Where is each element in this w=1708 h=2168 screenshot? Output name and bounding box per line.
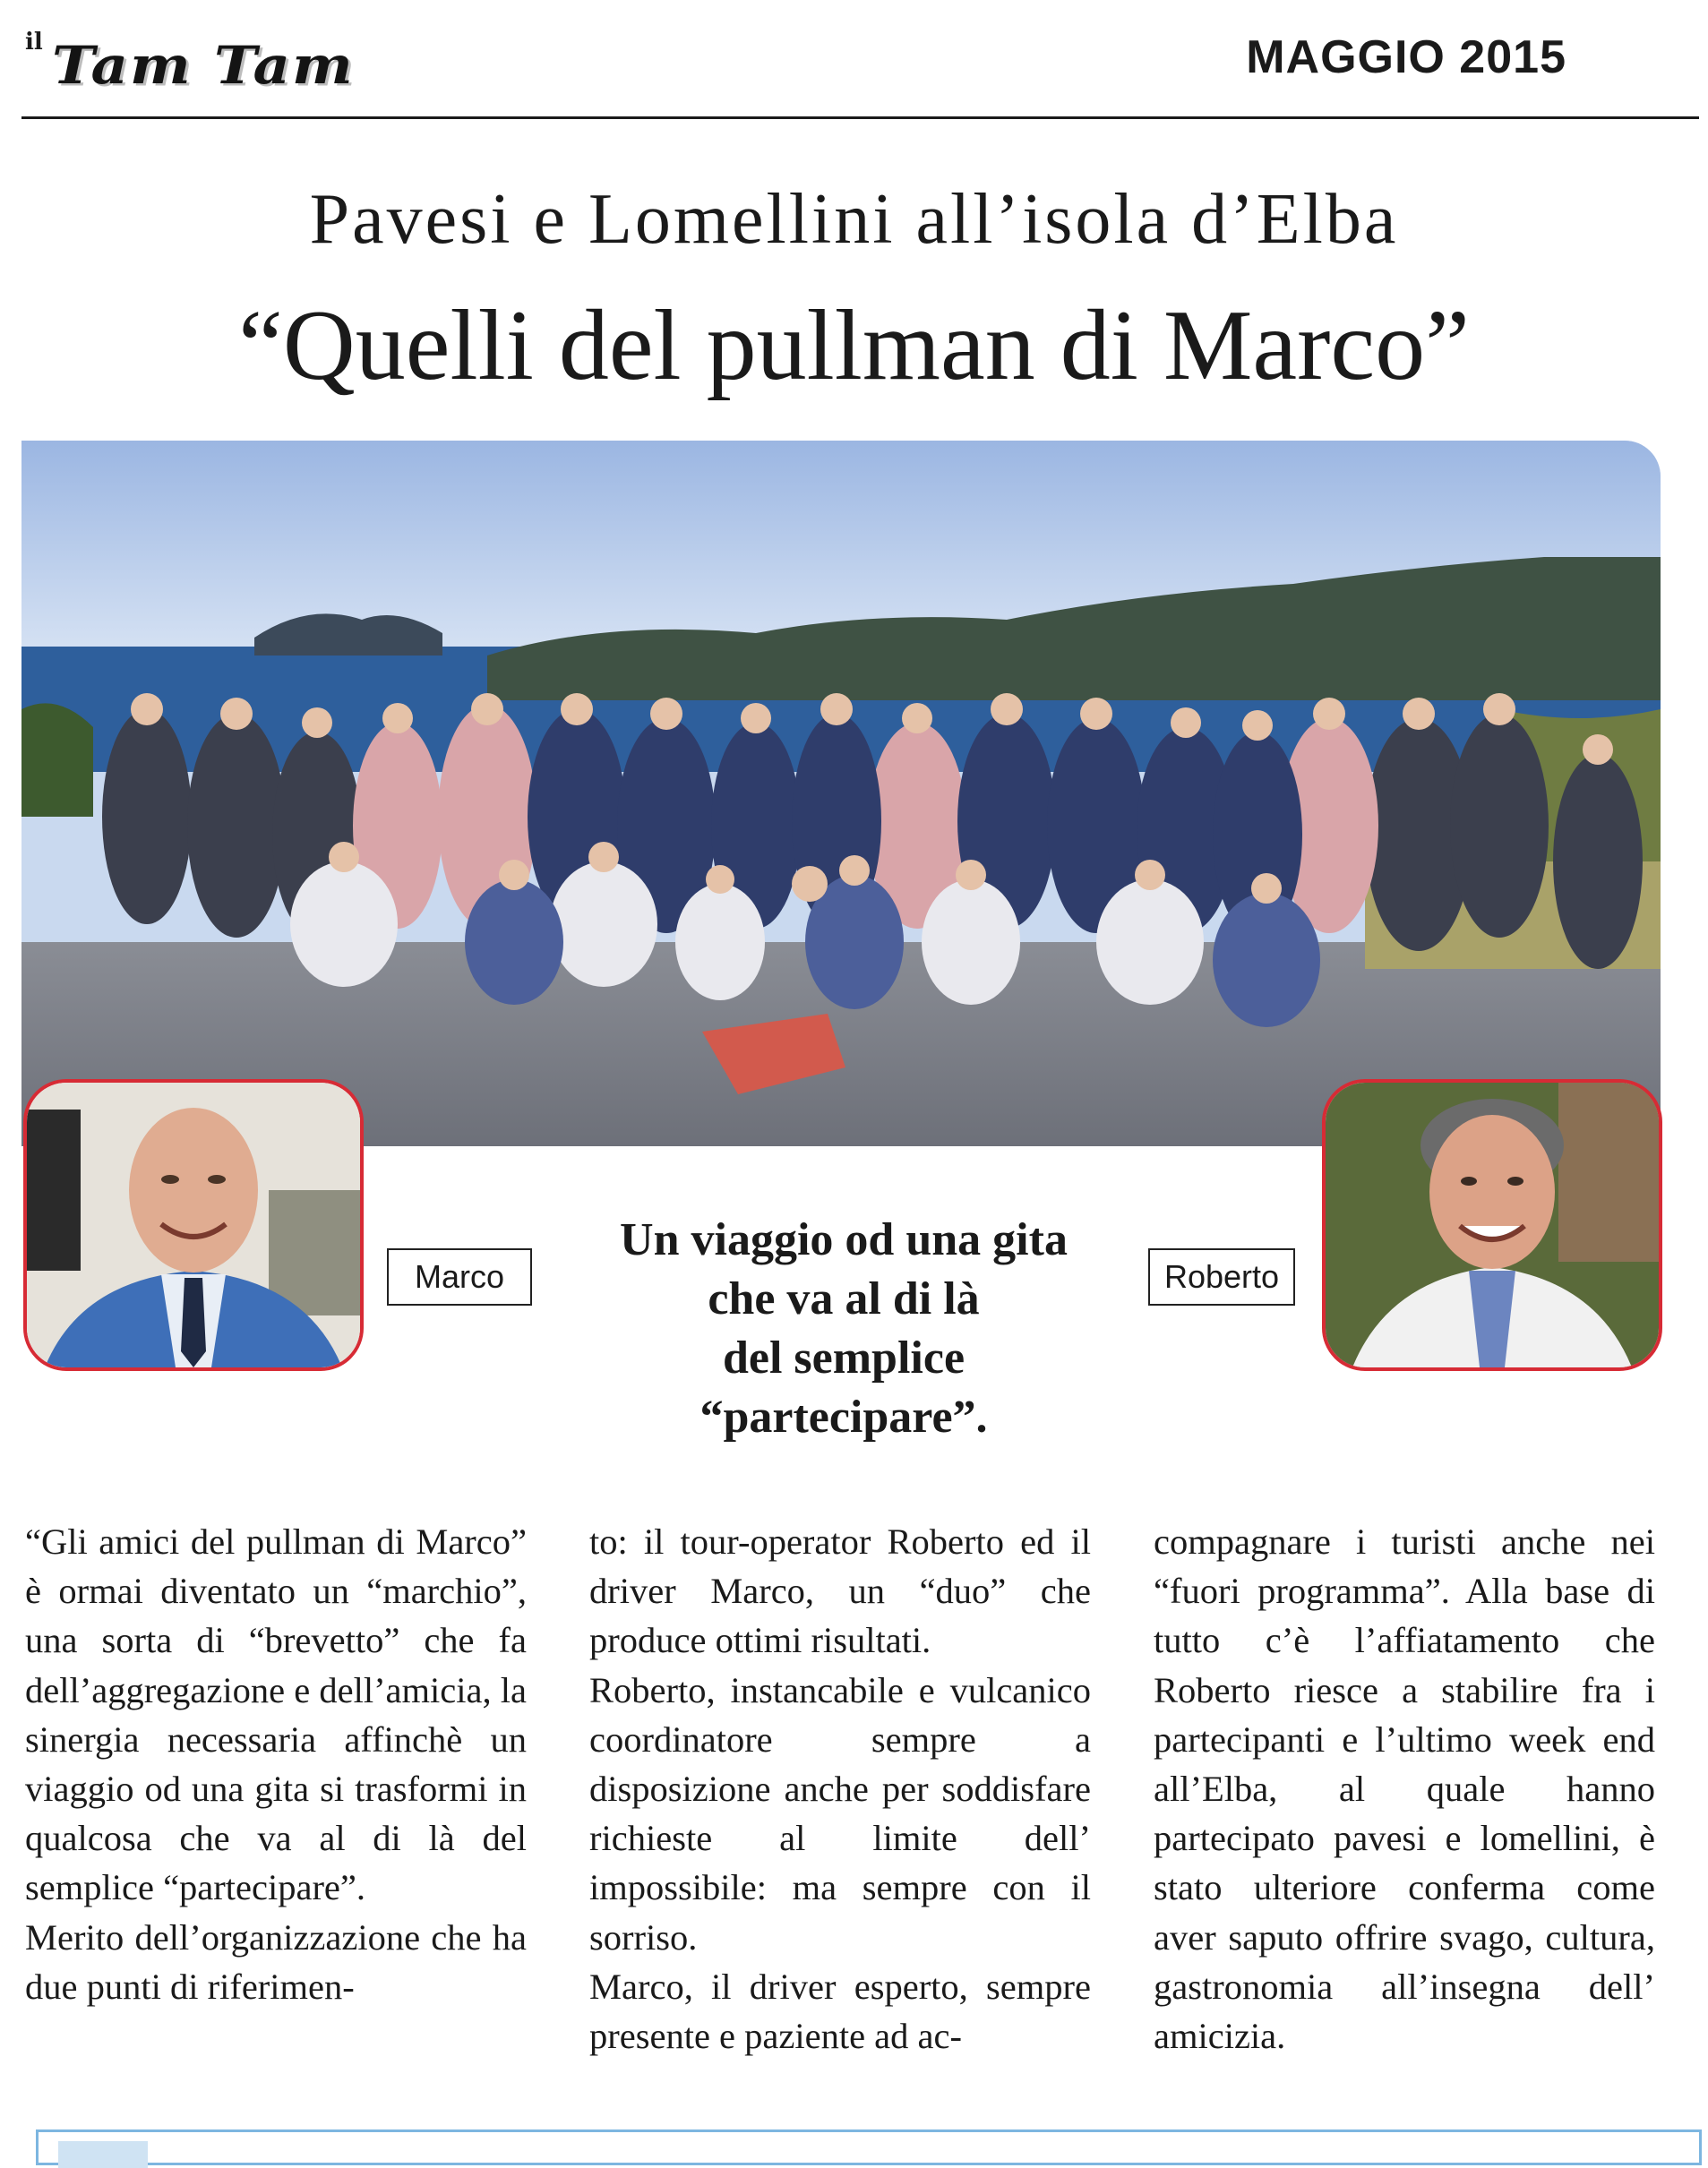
article-subhead [548,1211,1139,1447]
body-paragraph: “Gli amici del pullman di Marco” è ormai diventato un “marchio”, una sorta di “brevetto” che fa dell’aggregazione e dell’amicia, la sinergia necessaria affinchè un viaggio od una gita si trasformi in qualcosa che va al di là del semplice “partecipare”. [25,1521,527,1908]
body-column-1 [25,1517,527,2011]
masthead-logo [25,27,355,99]
issue-date: MAGGIO 2015 [1246,31,1566,83]
masthead-prefix: il [25,29,43,56]
body-paragraph: compagnare i turisti anche nei “fuori programma”. Alla base di tutto c’è l’affiatamento che Roberto riesce a stabilire fra i partecipanti e l’ultimo week end all’Elba, al quale hanno partecipato pavesi e lomellini, è stato ulteriore conferma come aver saputo offrire svago, cultura, gastronomia all’insegna dell’ amicizia. [1154,1521,1655,2057]
article-kicker: Pavesi e Lomellini all’isola d’Elba [309,180,1399,259]
roberto-caption: Roberto [1148,1248,1295,1306]
header-divider [21,116,1699,119]
body-column-3 [1154,1517,1655,2061]
subhead-line: Un viaggio od una gita [620,1214,1068,1265]
next-article-frame [36,2129,1702,2165]
body-paragraph: to: il tour-operator Roberto ed il driver Marco, un “duo” che produce ottimi risultati. [589,1521,1091,1661]
body-paragraph: Roberto, instancabile e vulcanico coordinatore sempre a disposizione anche per soddisfare richieste al limite dell’ impossibile: ma sempre con il sorriso. [589,1669,1091,1958]
masthead-name: Tam Tam [52,35,355,97]
marco-portrait [23,1079,364,1371]
group-photo [21,441,1661,1146]
next-article-thumbnail [58,2141,148,2168]
article-headline: “Quelli del pullman di Marco” [238,290,1470,401]
body-paragraph: Merito dell’organizzazione che ha due punti di riferimen- [25,1916,527,2007]
body-column-2 [589,1517,1091,2061]
marco-caption: Marco [387,1248,532,1306]
subhead-line: del semplice [722,1333,966,1384]
subhead-line: che va al di là [708,1273,980,1324]
subhead-line: “partecipare”. [700,1392,988,1443]
roberto-portrait [1322,1079,1662,1371]
body-paragraph: Marco, il driver esperto, sempre presente e paziente ad ac- [589,1966,1091,2057]
